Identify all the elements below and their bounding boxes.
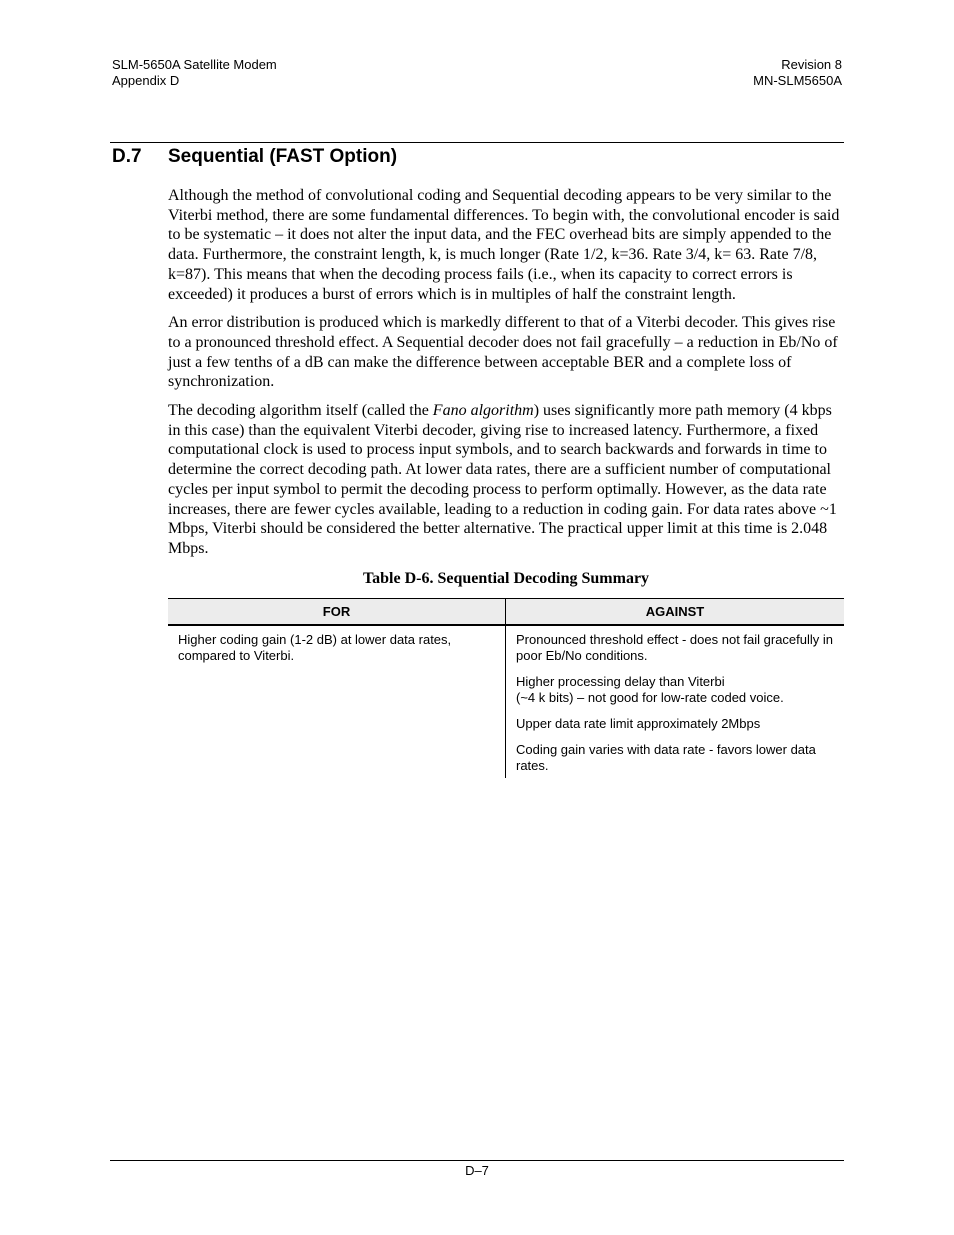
column-header-for: FOR — [168, 599, 506, 626]
column-header-against: AGAINST — [506, 599, 845, 626]
footer-divider — [110, 1160, 844, 1161]
manual-number: MN-SLM5650A — [753, 73, 842, 88]
paragraph-3-part-1: The decoding algorithm itself (called the — [168, 402, 433, 420]
section-title: Sequential (FAST Option) — [168, 146, 398, 167]
paragraph-2: An error distribution is produced which is markedly different to that of a Viterbi decoder. This gives rise to a pronounced threshold effect. A Sequential decoder does not fail gracefully – a reduction in Eb/No of just a few tenths of a dB can make the difference between acceptable BER and a complete loss of synchronization. — [168, 314, 838, 391]
paragraph-3 — [168, 401, 844, 559]
table-header-row — [168, 599, 844, 626]
for-cell — [168, 625, 506, 778]
doc-title: SLM-5650A Satellite Modem — [112, 57, 277, 72]
paragraph-1: Although the method of convolutional coding and Sequential decoding appears to be very similar to the Viterbi method, there are some fundamental differences. To begin with, the convolutional encoder is said to be systematic – it does not alter the input data, and the FEC overhead bits are simply appended to the data. Furthermore, the constraint length, k, is much longer (Rate 1/2, k=36. Rate 3/4, k= 63. Rate 7/8, k=87). This means that when the decoding process fails (i.e., when its capacity to correct errors is exceeded) it produces a burst of errors which is in multiples of half the constraint length. — [168, 187, 840, 303]
against-item: Pronounced threshold effect - does not fail gracefully in poor Eb/No conditions. — [516, 632, 834, 664]
paragraph-3-part-2: ) uses significantly more path memory (4 kbps in this case) than the equivalent Viterbi decoder, giving rise to increased latency. Furthermore, a fixed computational clock is used to process input symbols, and to search backwards and forwards in time to determine the correct decoding path. At lower data rates, there are a sufficient number of computational cycles per input symbol to permit the decoding process to perform optimally. However, as the data rate increases, there are fewer cycles available, leading to a reduction in coding gain. For data rates above ~1 Mbps, Viterbi should be considered the better alternative. The practical upper limit at this time is 2.048 Mbps. — [168, 402, 837, 557]
against-cell — [506, 625, 845, 778]
section-number: D.7 — [112, 146, 142, 167]
header-divider — [110, 142, 844, 143]
revision-label: Revision 8 — [781, 57, 842, 72]
table-row — [168, 625, 844, 778]
section-body — [168, 186, 844, 778]
summary-table — [168, 598, 844, 778]
header-right — [753, 57, 842, 89]
against-item: Coding gain varies with data rate - favors lower data rates. — [516, 742, 816, 774]
header-left — [112, 57, 277, 89]
section-heading — [112, 145, 397, 169]
appendix-label: Appendix D — [112, 73, 180, 88]
page-number: D–7 — [465, 1163, 489, 1178]
for-item: Higher coding gain (1-2 dB) at lower data rates, compared to Viterbi. — [178, 632, 452, 664]
against-item: Higher processing delay than Viterbi (~4 k bits) – not good for low-rate coded voice. — [516, 674, 784, 706]
fano-algorithm-term: Fano algorithm — [432, 402, 534, 420]
against-item: Upper data rate limit approximately 2Mbps — [516, 716, 761, 732]
table-caption: Table D-6. Sequential Decoding Summary — [362, 569, 650, 587]
